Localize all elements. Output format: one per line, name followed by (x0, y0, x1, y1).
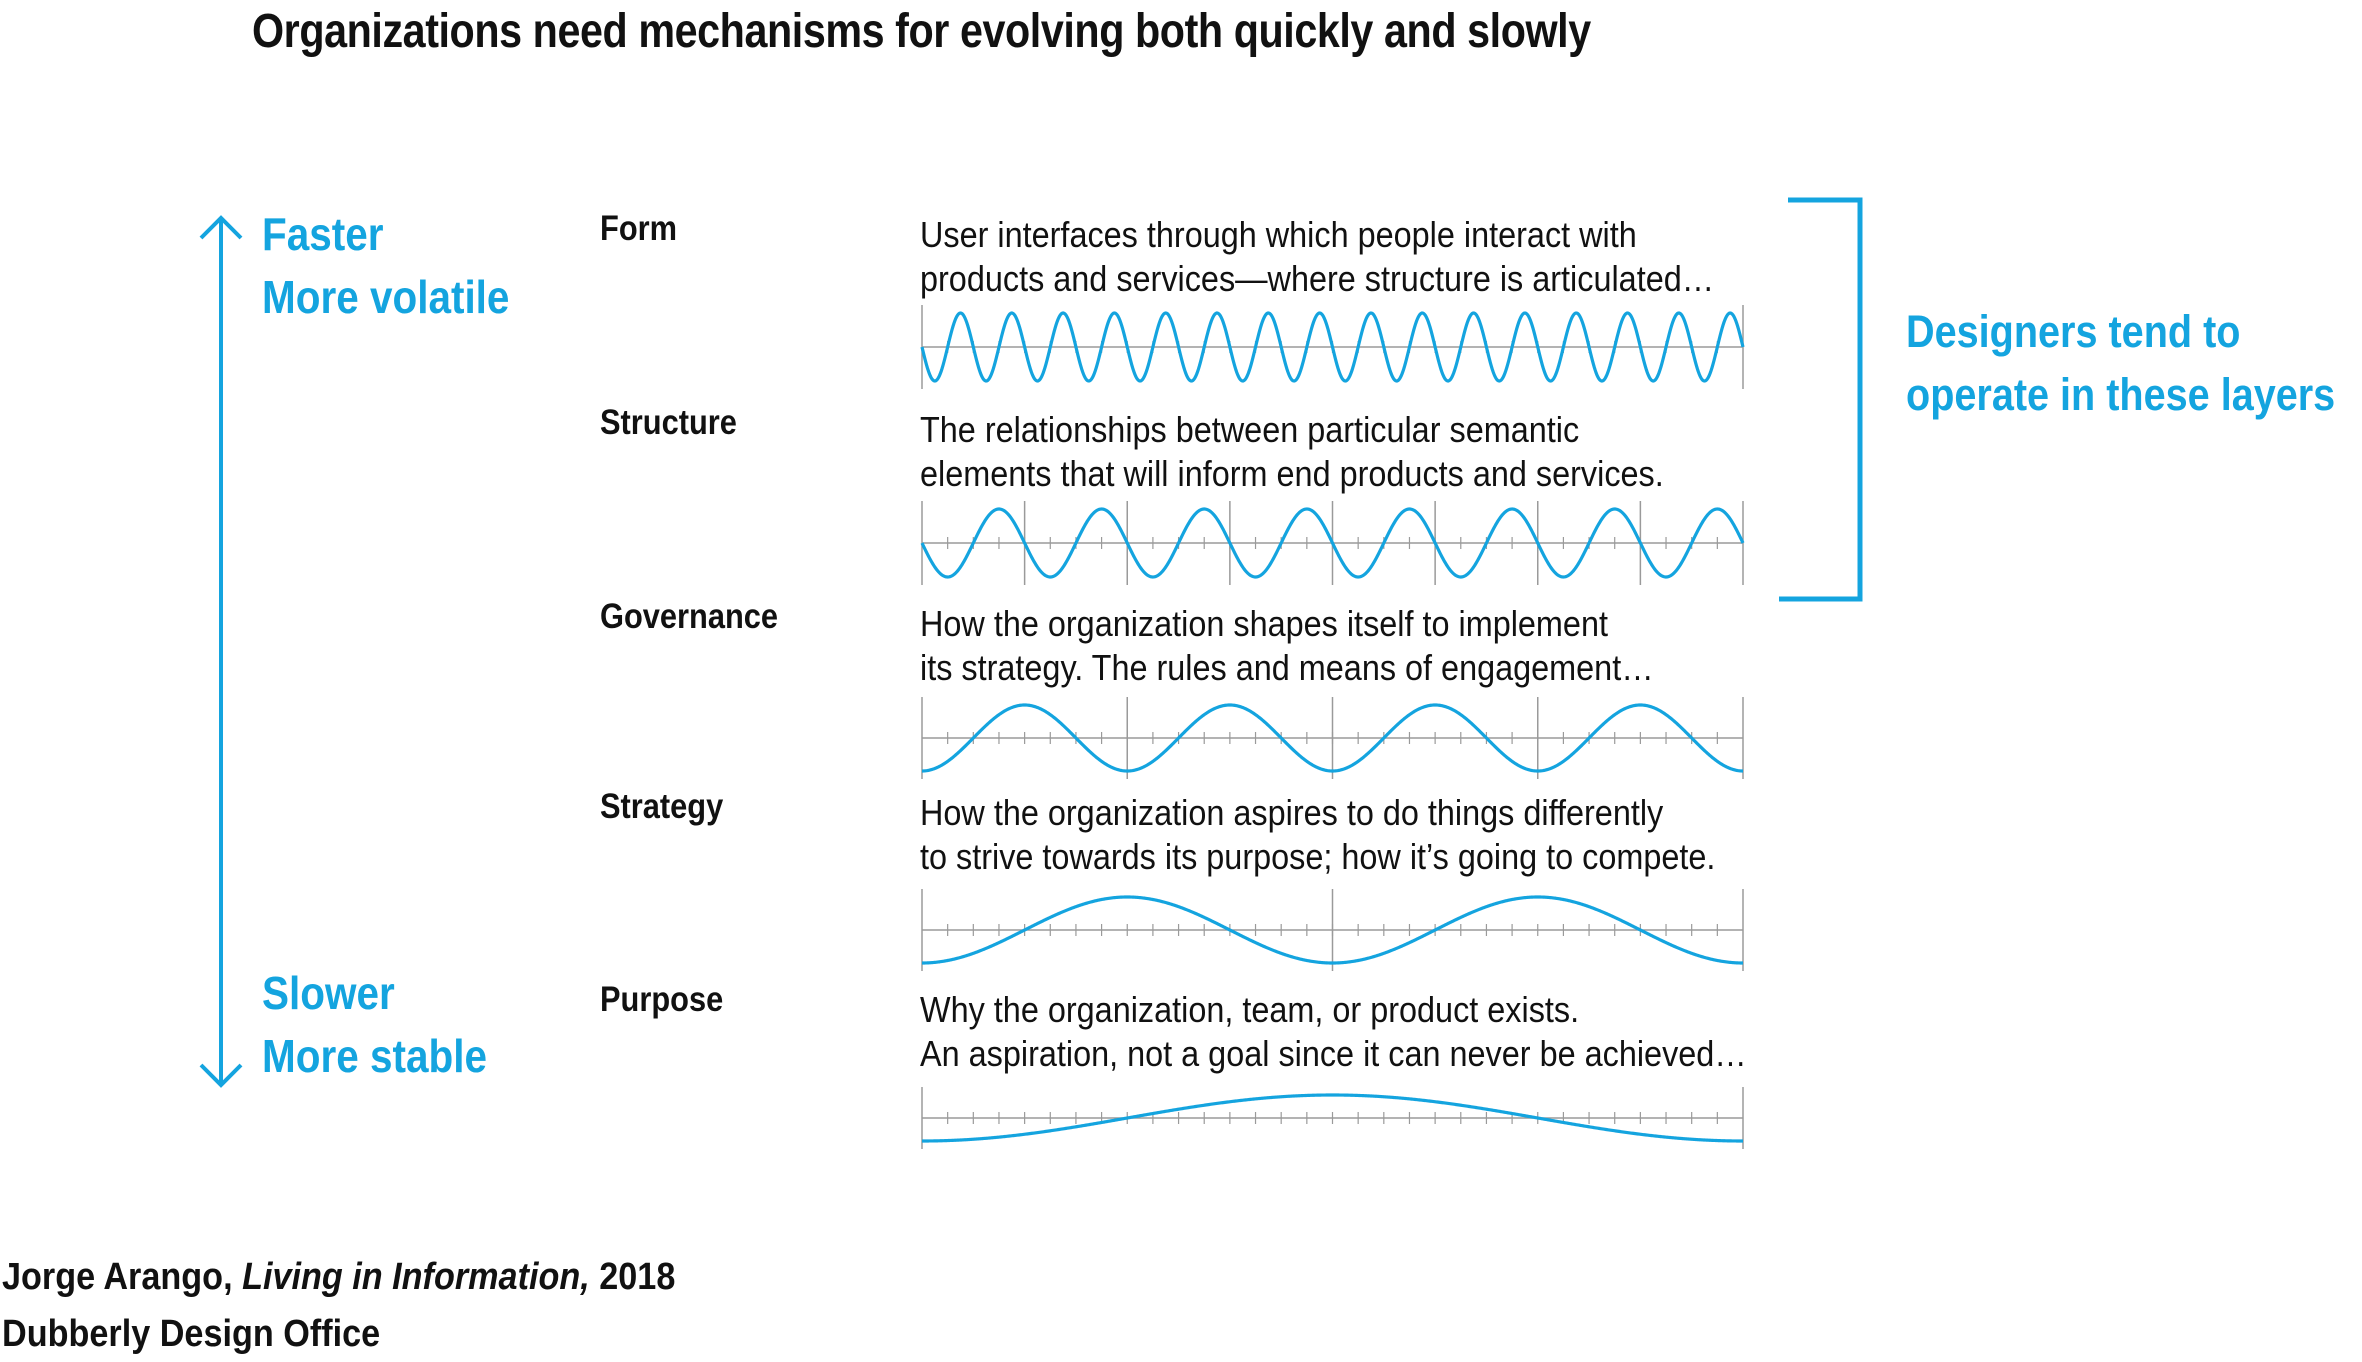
layer-description-line: An aspiration, not a goal since it can never be achieved… (920, 1033, 1747, 1074)
layer-description-line: its strategy. The rules and means of engagement… (920, 647, 1654, 688)
layer-description-structure (920, 408, 1784, 496)
layer-description-purpose (920, 988, 1784, 1076)
layer-description-line: The relationships between particular semantic (920, 409, 1580, 450)
wave-structure (922, 501, 1743, 585)
wave-strategy (922, 889, 1743, 971)
credit-author: Jorge Arango, (2, 1256, 243, 1298)
wave-purpose (922, 1087, 1743, 1149)
wave-governance (922, 697, 1743, 779)
layer-name-governance: Governance (600, 597, 779, 636)
layer-description-line: Why the organization, team, or product exists. (920, 989, 1580, 1030)
page-title: Organizations need mechanisms for evolving both quickly and slowly (252, 5, 1591, 58)
axis-label-slower: Slower (262, 967, 395, 1019)
axis-label-faster: Faster (262, 208, 384, 260)
layer-description-line: products and services—where structure is articulated… (920, 258, 1715, 299)
axis-label-more-volatile: More volatile (262, 271, 510, 323)
credit-work-title: Living in Information, (242, 1256, 590, 1298)
designers-bracket (1779, 200, 1860, 599)
credit-line-2: Dubberly Design Office (2, 1313, 381, 1355)
bracket-shape (1779, 200, 1860, 599)
bracket-label-line: Designers tend to (1906, 306, 2241, 357)
layer-name-structure: Structure (600, 403, 737, 442)
layer-description-line: How the organization shapes itself to implement (920, 603, 1608, 644)
credit-year: 2018 (589, 1256, 676, 1298)
layer-name-strategy: Strategy (600, 787, 724, 826)
credit-line-1 (2, 1256, 675, 1299)
bracket-label-line: operate in these layers (1906, 369, 2336, 420)
speed-axis-arrow (201, 218, 241, 1085)
layer-description-line: to strive towards its purpose; how it’s going to compete. (920, 836, 1716, 877)
wave-form (922, 305, 1743, 389)
layer-description-form (920, 213, 1784, 301)
layer-description-strategy (920, 791, 1784, 879)
axis-label-bottom (262, 962, 487, 1088)
layer-description-governance (920, 602, 1784, 690)
layer-description-line: User interfaces through which people interact with (920, 214, 1637, 255)
layer-description-line: How the organization aspires to do things differently (920, 792, 1664, 833)
axis-label-more-stable: More stable (262, 1030, 487, 1082)
layer-name-purpose: Purpose (600, 980, 724, 1019)
layer-description-line: elements that will inform end products and services. (920, 453, 1664, 494)
bracket-label (1906, 300, 2335, 426)
axis-label-top (262, 203, 509, 329)
layer-name-form: Form (600, 209, 677, 248)
